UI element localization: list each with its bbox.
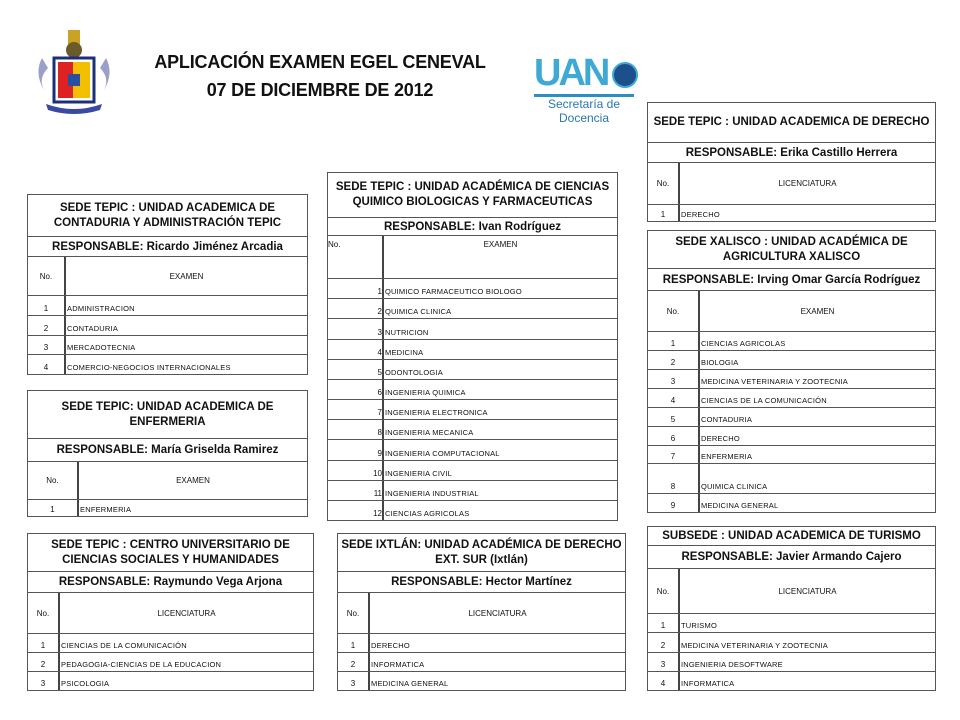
- column-header-no: No.: [648, 291, 700, 331]
- table-title: SEDE TEPIC : CENTRO UNIVERSITARIO DE CIENCIAS SOCIALES Y HUMANIDADES: [28, 534, 313, 572]
- row-number: 4: [28, 355, 66, 374]
- table-body: [648, 332, 935, 512]
- row-program-name: INGENIERIA QUIMICA: [385, 388, 466, 398]
- table-row: [648, 370, 935, 389]
- row-number: 11: [328, 481, 384, 500]
- table-agricultura-xalisco: [647, 230, 936, 513]
- table-row: [28, 672, 313, 690]
- table-row: [648, 205, 935, 221]
- table-header-row: [328, 236, 617, 279]
- row-number: 12: [328, 501, 384, 520]
- column-header-name: LICENCIATURA: [468, 608, 527, 618]
- row-number: 1: [28, 296, 66, 315]
- table-enfermeria: [27, 390, 308, 517]
- table-body: [28, 500, 307, 516]
- row-number: 3: [338, 672, 370, 690]
- row-program-name: BIOLOGIA: [701, 357, 739, 367]
- table-cucsh: [27, 533, 314, 691]
- column-header-no: No.: [28, 257, 66, 295]
- table-row: [28, 316, 307, 336]
- row-number: 2: [338, 653, 370, 671]
- row-number: 3: [648, 370, 700, 388]
- table-contaduria: [27, 194, 308, 375]
- row-number: 7: [648, 446, 700, 464]
- column-header-name: EXAMEN: [800, 306, 835, 316]
- table-body: [28, 296, 307, 374]
- row-program-name: MEDICINA GENERAL: [701, 501, 779, 511]
- row-number: 4: [648, 672, 680, 690]
- column-header-name: LICENCIATURA: [778, 586, 837, 596]
- table-responsable: RESPONSABLE: Javier Armando Cajero: [648, 546, 935, 569]
- row-program-name: DERECHO: [681, 210, 720, 219]
- row-number: 4: [328, 340, 384, 359]
- table-row: [328, 340, 617, 360]
- row-number: 2: [28, 316, 66, 335]
- row-program-name: QUIMICO FARMACEUTICO BIOLOGO: [385, 287, 522, 297]
- table-row: [648, 494, 935, 512]
- table-turismo: [647, 526, 936, 691]
- column-header-no: No.: [338, 593, 370, 633]
- row-program-name: INGENIERIA DESOFTWARE: [681, 659, 783, 669]
- table-derecho: [647, 102, 936, 222]
- table-row: [328, 440, 617, 460]
- university-crest-logo: [34, 28, 114, 114]
- table-body: [648, 205, 935, 221]
- table-row: [648, 614, 935, 633]
- table-row: [28, 355, 307, 374]
- row-program-name: CIENCIAS AGRICOLAS: [701, 338, 786, 348]
- table-row: [328, 420, 617, 440]
- table-header-row: [648, 163, 935, 205]
- row-number: 1: [28, 500, 79, 516]
- table-title: SEDE IXTLÁN: UNIDAD ACADÉMICA DE DERECHO EXT. SUR (Ixtlán): [338, 534, 625, 572]
- table-body: [328, 279, 617, 520]
- table-title: SEDE TEPIC : UNIDAD ACADEMICA DE CONTADURIA Y ADMINISTRACIÓN TEPIC: [28, 195, 307, 237]
- table-row: [328, 380, 617, 400]
- table-row: [28, 336, 307, 356]
- table-row: [648, 446, 935, 465]
- row-number: 1: [648, 614, 680, 632]
- row-number: 2: [328, 299, 384, 318]
- table-responsable: RESPONSABLE: Ricardo Jiménez Arcadia: [28, 237, 307, 257]
- row-program-name: INGENIERIA COMPUTACIONAL: [385, 448, 500, 458]
- table-title: SEDE XALISCO : UNIDAD ACADÉMICA DE AGRICULTURA XALISCO: [648, 231, 935, 269]
- row-number: 1: [328, 279, 384, 298]
- row-number: 10: [328, 461, 384, 480]
- row-program-name: QUIMICA CLINICA: [385, 307, 452, 317]
- row-number: 9: [328, 440, 384, 459]
- table-body: [648, 614, 935, 690]
- table-row: [28, 653, 313, 672]
- row-program-name: ENFERMERIA: [80, 505, 132, 514]
- row-program-name: ENFERMERIA: [701, 452, 753, 462]
- uan-logo-letters: UAN: [534, 52, 608, 94]
- row-program-name: MEDICINA VETERINARIA Y ZOOTECNIA: [701, 376, 848, 386]
- table-row: [648, 389, 935, 408]
- table-header-row: [338, 593, 625, 634]
- row-program-name: PSICOLOGIA: [61, 679, 110, 688]
- table-header-row: [28, 462, 307, 500]
- uan-secretaria-docencia-logo: [532, 54, 636, 126]
- column-header-no: No.: [648, 163, 680, 204]
- row-program-name: PEDAGOGIA-CIENCIAS DE LA EDUCACION: [61, 660, 222, 669]
- column-header-no: No.: [28, 462, 79, 499]
- row-number: 3: [28, 672, 60, 690]
- table-responsable: RESPONSABLE: Ivan Rodríguez: [328, 218, 617, 236]
- row-number: 5: [648, 408, 700, 426]
- row-program-name: COMERCIO-NEGOCIOS INTERNACIONALES: [67, 363, 231, 372]
- table-derecho-ixtlan: [337, 533, 626, 691]
- row-program-name: INGENIERIA CIVIL: [385, 468, 452, 478]
- table-row: [648, 464, 935, 494]
- row-program-name: CIENCIAS DE LA COMUNICACIÓN: [61, 641, 187, 650]
- row-program-name: MEDICINA: [385, 347, 424, 357]
- column-header-no: No.: [648, 569, 680, 613]
- table-body: [338, 634, 625, 690]
- row-program-name: INGENIERIA MECANICA: [385, 428, 474, 438]
- row-number: 8: [328, 420, 384, 439]
- table-row: [328, 299, 617, 319]
- row-program-name: QUIMICA CLINICA: [701, 482, 768, 492]
- column-header-name: EXAMEN: [176, 476, 210, 485]
- row-program-name: CONTADURIA: [701, 414, 753, 424]
- table-row: [328, 461, 617, 481]
- row-program-name: MERCADOTECNIA: [67, 343, 136, 353]
- table-row: [338, 672, 625, 690]
- table-row: [28, 296, 307, 316]
- row-number: 9: [648, 494, 700, 512]
- row-program-name: CIENCIAS DE LA COMUNICACIÓN: [701, 395, 827, 405]
- row-number: 1: [28, 634, 60, 652]
- table-header-row: [28, 593, 313, 634]
- row-program-name: ODONTOLOGIA: [385, 367, 443, 377]
- column-header-name: EXAMEN: [169, 271, 204, 281]
- row-program-name: ADMINISTRACION: [67, 303, 135, 313]
- table-row: [648, 633, 935, 652]
- row-program-name: INGENIERIA ELECTRONICA: [385, 408, 488, 418]
- table-row: [648, 427, 935, 446]
- row-number: 6: [328, 380, 384, 399]
- table-quimico-biologicas: [327, 172, 618, 521]
- table-header-row: [648, 569, 935, 614]
- table-row: [338, 634, 625, 653]
- row-number: 4: [648, 389, 700, 407]
- table-row: [648, 672, 935, 690]
- table-body: [28, 634, 313, 690]
- row-program-name: TURISMO: [681, 621, 717, 631]
- row-number: 2: [648, 351, 700, 369]
- column-header-name: LICENCIATURA: [157, 608, 216, 618]
- row-program-name: MEDICINA VETERINARIA Y ZOOTECNIA: [681, 640, 828, 650]
- row-program-name: CONTADURIA: [67, 323, 119, 333]
- row-number: 1: [648, 205, 680, 221]
- row-program-name: DERECHO: [371, 641, 410, 650]
- row-number: 2: [28, 653, 60, 671]
- table-row: [648, 653, 935, 672]
- row-program-name: INFORMATICA: [371, 660, 425, 669]
- table-row: [28, 500, 307, 516]
- table-header-row: [28, 257, 307, 296]
- table-title: SEDE TEPIC : UNIDAD ACADÉMICA DE CIENCIAS QUIMICO BIOLOGICAS Y FARMACEUTICAS: [328, 173, 617, 218]
- logo-text-line2: Docencia: [558, 111, 610, 125]
- table-row: [328, 481, 617, 501]
- table-responsable: RESPONSABLE: Hector Martínez: [338, 572, 625, 593]
- row-program-name: INGENIERIA INDUSTRIAL: [385, 488, 479, 498]
- table-header-row: [648, 291, 935, 332]
- table-responsable: RESPONSABLE: Erika Castillo Herrera: [648, 143, 935, 163]
- table-row: [328, 400, 617, 420]
- logo-text-line1: Secretaría de: [547, 97, 621, 111]
- table-title: SEDE TEPIC: UNIDAD ACADEMICA DE ENFERMERIA: [28, 391, 307, 439]
- seal-icon: [612, 62, 638, 88]
- row-number: 3: [328, 319, 384, 338]
- row-number: 8: [648, 464, 700, 493]
- column-header-name: EXAMEN: [483, 240, 518, 249]
- table-row: [648, 332, 935, 351]
- table-title: SUBSEDE : UNIDAD ACADEMICA DE TURISMO: [648, 527, 935, 546]
- table-row: [328, 501, 617, 520]
- row-number: 1: [338, 634, 370, 652]
- row-number: 6: [648, 427, 700, 445]
- table-row: [28, 634, 313, 653]
- row-number: 2: [648, 633, 680, 651]
- table-row: [328, 360, 617, 380]
- row-program-name: INFORMATICA: [681, 679, 735, 688]
- table-responsable: RESPONSABLE: Raymundo Vega Arjona: [28, 572, 313, 593]
- table-row: [328, 319, 617, 339]
- row-program-name: CIENCIAS AGRICOLAS: [385, 509, 470, 519]
- table-responsable: RESPONSABLE: Irving Omar García Rodríguez: [648, 269, 935, 291]
- row-program-name: MEDICINA GENERAL: [371, 679, 449, 688]
- row-program-name: DERECHO: [701, 433, 740, 443]
- column-header-no: No.: [328, 236, 384, 278]
- column-header-name: LICENCIATURA: [778, 179, 837, 188]
- row-program-name: NUTRICION: [385, 327, 429, 337]
- page-subtitle-date: 07 DE DICIEMBRE DE 2012: [206, 80, 434, 100]
- table-row: [648, 351, 935, 370]
- table-row: [648, 408, 935, 427]
- table-row: [338, 653, 625, 672]
- table-title: SEDE TEPIC : UNIDAD ACADEMICA DE DERECHO: [648, 103, 935, 143]
- table-row: [328, 279, 617, 299]
- row-number: 1: [648, 332, 700, 350]
- row-number: 3: [648, 653, 680, 671]
- page-title: APLICACIÓN EXAMEN EGEL CENEVAL: [154, 52, 486, 72]
- row-number: 7: [328, 400, 384, 419]
- row-number: 5: [328, 360, 384, 379]
- table-responsable: RESPONSABLE: María Griselda Ramirez: [28, 439, 307, 462]
- column-header-no: No.: [28, 593, 60, 633]
- row-number: 3: [28, 336, 66, 355]
